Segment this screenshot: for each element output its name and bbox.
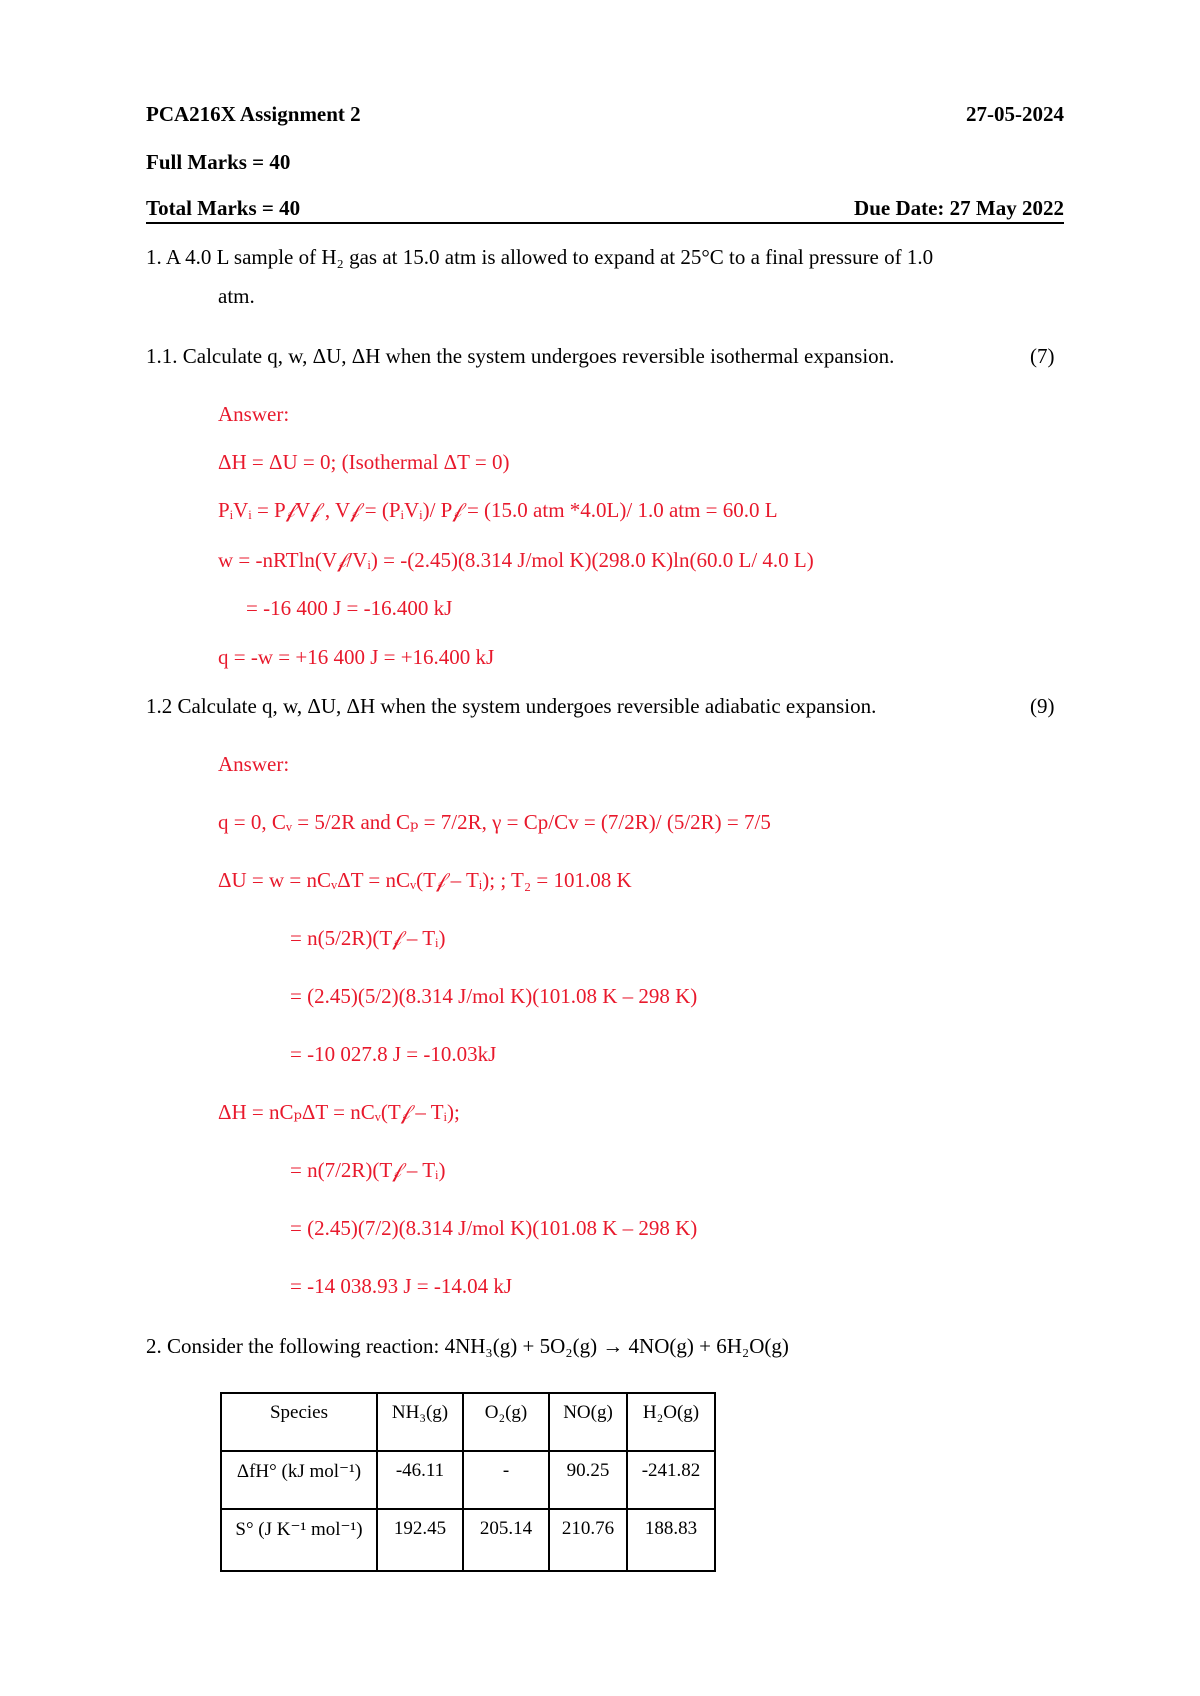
header-row-3 (146, 196, 1064, 224)
answer2-line3: = n(5/2R)(T𝒻 – Tᵢ) (290, 926, 446, 950)
header-row-2 (146, 150, 1064, 175)
table-header-cell: Species (221, 1393, 377, 1451)
answer2-line7: = n(7/2R)(T𝒻 – Tᵢ) (290, 1158, 446, 1182)
answer-label-1: Answer: (218, 402, 290, 426)
due-date: Due Date: 27 May 2022 (854, 196, 1064, 220)
assignment-date: 27-05-2024 (966, 102, 1064, 126)
answer1-line3: w = -nRTln(V𝒻/Vᵢ) = -(2.45)(8.314 J/mol K)(298.0 K)ln(60.0 L/ 4.0 L) (218, 548, 814, 572)
answer2-line8: = (2.45)(7/2)(8.314 J/mol K)(101.08 K – 298 K) (290, 1216, 698, 1240)
table-cell: 188.83 (627, 1509, 715, 1571)
answer1-line1: ΔH = ΔU = 0; (Isothermal ΔT = 0) (218, 450, 510, 474)
answer2-line4: = (2.45)(5/2)(8.314 J/mol K)(101.08 K – 298 K) (290, 984, 698, 1008)
table-cell: ΔfH° (kJ mol⁻¹) (221, 1451, 377, 1509)
answer2-line9: = -14 038.93 J = -14.04 kJ (290, 1274, 513, 1298)
q1-1-text: 1.1. Calculate q, w, ΔU, ΔH when the system undergoes reversible isothermal expansion. (146, 344, 895, 368)
q1-2-text: 1.2 Calculate q, w, ΔU, ΔH when the system undergoes reversible adiabatic expansion. (146, 694, 877, 718)
answer2-line5: = -10 027.8 J = -10.03kJ (290, 1042, 497, 1066)
q1-1-marks: (7) (1030, 344, 1055, 368)
answer-label-2: Answer: (218, 752, 290, 776)
answer2-line2: ΔU = w = nCᵥΔT = nCᵥ(T𝒻 – Tᵢ); ; T₂ = 101.08 K (218, 868, 632, 892)
table-cell: 210.76 (549, 1509, 627, 1571)
table-row (221, 1509, 715, 1571)
table-cell: -46.11 (377, 1451, 463, 1509)
q2-text: 2. Consider the following reaction: 4NH₃(g) + 5O₂(g) → 4NO(g) + 6H₂O(g) (146, 1334, 789, 1358)
table-header-cell: H₂O(g) (627, 1393, 715, 1451)
answer1-line5: q = -w = +16 400 J = +16.400 kJ (218, 645, 495, 669)
header-row-1 (146, 102, 1064, 127)
table-header-cell: NH₃(g) (377, 1393, 463, 1451)
table-cell: -241.82 (627, 1451, 715, 1509)
total-marks: Total Marks = 40 (146, 196, 301, 220)
thermo-data-table (220, 1392, 716, 1572)
answer2-line1: q = 0, Cᵥ = 5/2R and Cₚ = 7/2R, γ = Cp/Cv = (7/2R)/ (5/2R) = 7/5 (218, 810, 771, 834)
answer1-line4: = -16 400 J = -16.400 kJ (246, 596, 453, 620)
q1-text-line1: 1. A 4.0 L sample of H₂ gas at 15.0 atm is allowed to expand at 25°C to a final pressure of 1.0 (146, 245, 934, 269)
table-cell: 90.25 (549, 1451, 627, 1509)
table-cell: 192.45 (377, 1509, 463, 1571)
table-cell: 205.14 (463, 1509, 549, 1571)
full-marks: Full Marks = 40 (146, 150, 291, 174)
table-cell: S° (J K⁻¹ mol⁻¹) (221, 1509, 377, 1571)
table-header-row (221, 1393, 715, 1451)
course-title: PCA216X Assignment 2 (146, 102, 361, 126)
table-cell: - (463, 1451, 549, 1509)
table-row (221, 1451, 715, 1509)
answer1-line2: PᵢVᵢ = P𝒻V𝒻 , V𝒻 = (PᵢVᵢ)/ P𝒻 = (15.0 atm *4.0L)/ 1.0 atm = 60.0 L (218, 498, 778, 522)
q1-text-line2: atm. (218, 284, 255, 308)
table-header-cell: NO(g) (549, 1393, 627, 1451)
q1-2-marks: (9) (1030, 694, 1055, 718)
table-header-cell: O₂(g) (463, 1393, 549, 1451)
answer2-line6: ΔH = nCₚΔT = nCᵥ(T𝒻 – Tᵢ); (218, 1100, 460, 1124)
